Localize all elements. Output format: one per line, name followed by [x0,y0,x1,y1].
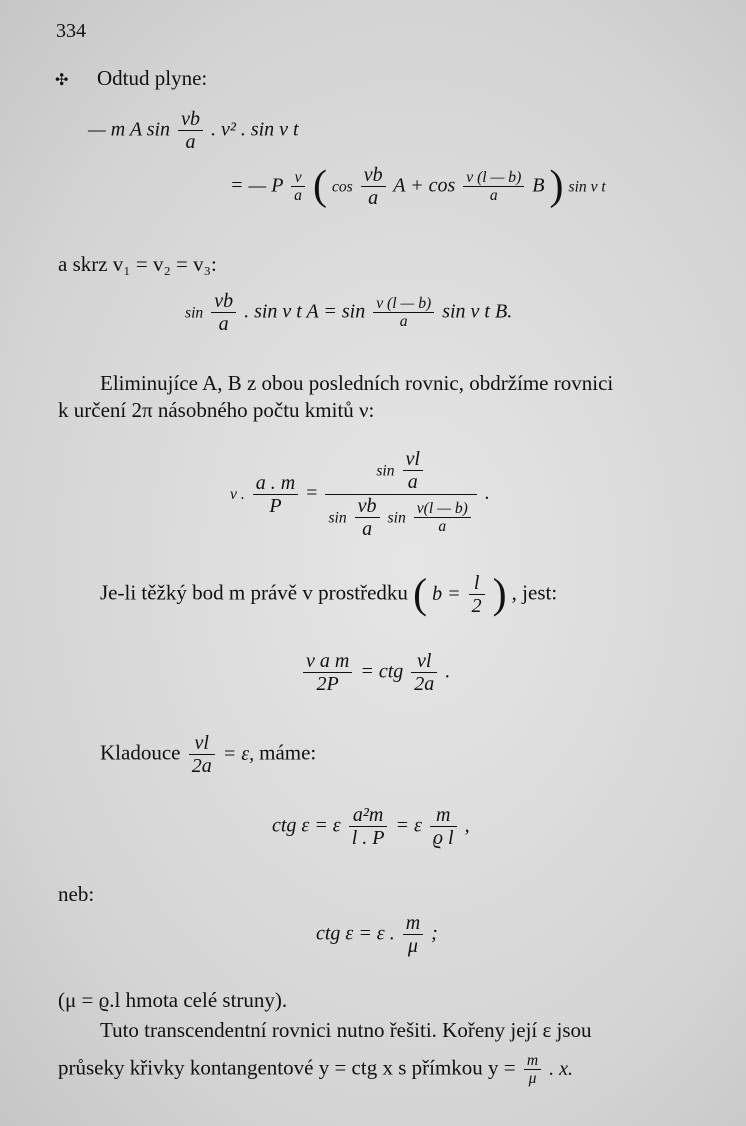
eq2-lead: = — P [230,174,284,197]
eq7-frac [403,912,423,958]
eq2-tail: sin ν t [568,178,606,196]
text-kladouce: Kladouce [100,740,181,765]
equation-7 [316,912,438,958]
last-eq [521,1052,574,1088]
half-den: 2 [471,595,482,617]
eq5-f2-den: 2a [414,673,435,695]
eq4-den-sin-1: sin [328,509,347,527]
eq5-dot: . [445,660,451,683]
eq2-open-paren: ( [312,163,327,210]
eq7-den: μ [407,935,418,957]
eq3-f2-num: ν (l — b) [373,295,434,313]
text-jeli: Je-li těžký bod m právě v prostředku [100,580,408,605]
eq2-frac-3 [463,169,524,205]
eq5-mid: = ctg [360,660,404,683]
eq6-f2-num: m [430,804,457,827]
eq1-fraction [178,108,203,154]
eq3-f1-den: a [218,313,229,335]
eq4-num-frac-den: a [407,471,418,493]
eq4-den-frac-1 [355,495,380,541]
text-mame: máme: [259,740,317,765]
eq4-den-frac-2 [414,500,471,536]
eq2-a-cos: A + cos [393,174,456,197]
eq3-sin: sin [185,304,204,322]
eq5-frac-1 [303,650,352,696]
eq4-denominator [325,495,476,541]
text-elim-2: k určení 2π násobného počtu kmitů ν: [58,398,375,422]
last-num: m [524,1052,541,1070]
equation-4 [230,448,490,541]
eq2-f3-den: a [489,187,498,205]
text-askrz: a skrz v₁ = v₂ = v₃: [58,252,217,276]
eq4-den-f1-num: νb [355,495,380,518]
eq4-den-sin-2: sin [387,509,406,527]
eq6-frac-1 [349,804,388,850]
eq4-den-f1-den: a [362,518,373,540]
eq4-dot: . [484,482,490,505]
eq1-lhs: — m A sin [88,118,171,141]
kl-num: νl [189,732,215,755]
eq2-cos-1: cos [331,178,353,196]
eq2-b: B [532,174,545,197]
kladouce-eq [186,732,259,777]
text-tuto-2-line [58,1052,573,1088]
eq4-num-sin: sin [376,462,395,480]
eq2-frac-1 [291,169,305,205]
kl-eq: = ε, [222,742,255,765]
last-tail: . x. [549,1057,574,1080]
text-odtud: Odtud plyne: [97,66,208,90]
eq4-numerator [325,448,476,495]
eq3-f1-num: νb [211,290,236,313]
eq4-den-f2-den: a [438,518,447,536]
eq2-f1-den: a [294,187,302,205]
page-number: 334 [56,20,86,42]
eq5-f1-den: 2P [316,673,339,695]
eq6-f1-num: a²m [349,804,388,827]
eq1-frac-num: νb [178,108,203,131]
half-close-paren: ) [492,571,507,618]
kl-frac [189,732,215,778]
half-frac [469,572,485,618]
eq4-den-f2-num: ν(l — b) [414,500,471,518]
text-kladouce-line [100,732,316,778]
text-tuto-1: Tuto transcendentní rovnici nutno řešiti. Kořeny její ε jsou [100,1018,592,1042]
kl-den: 2a [191,755,212,777]
equation-5 [300,650,450,696]
half-condition [413,571,512,618]
eq4-big-fraction [325,448,476,541]
eq3-frac-1 [211,290,236,336]
eq3-mid: . sin ν t A = sin [244,300,366,323]
text-neb: neb: [58,882,95,906]
eq2-close-paren: ) [549,163,564,210]
eq6-tail: , [464,814,470,837]
half-open-paren: ( [413,571,428,618]
equation-1 [88,108,299,154]
eq7-tail: ; [431,922,438,945]
eq2-f2-den: a [368,187,379,209]
last-frac [524,1052,541,1088]
eq2-f3-num: ν (l — b) [463,169,524,187]
text-jeli-line [100,572,557,618]
eq4-frac-am [253,472,298,518]
equation-6 [272,804,470,850]
eq4-nu: ν . [230,486,245,504]
section-marker-icon: ✣ [55,72,69,89]
equation-3 [185,290,512,336]
text-jest: , jest: [511,580,558,605]
eq4-equals: = [306,482,318,505]
eq2-f2-num: νb [361,164,386,187]
eq4-f1-num: a . m [253,472,298,495]
eq5-f2-num: νl [411,650,437,673]
eq1-frac-den: a [185,131,196,153]
half-b: b = [432,582,461,605]
eq6-mid: = ε [395,814,422,837]
eq6-f1-den: l . P [351,827,385,849]
equation-2 [230,164,606,210]
eq5-f1-num: ν a m [303,650,352,673]
eq6-lead: ctg ε = ε [272,814,341,837]
last-den: μ [528,1070,537,1088]
eq2-f1-num: ν [291,169,305,187]
text-tuto-2: průseky křivky kontangentové y = ctg x s přímkou y = [58,1055,516,1080]
eq3-tail: sin ν t B. [442,300,513,323]
eq2-frac-2 [361,164,386,210]
eq7-num: m [403,912,423,935]
eq4-num-frac-num: νl [403,448,423,471]
eq6-f2-den: ϱ l [432,827,454,849]
eq1-mid: . ν² . sin ν t [210,118,299,141]
eq4-f1-den: P [269,494,282,517]
text-elim-1: Eliminujíce A, B z obou posledních rovnic, obdržíme rovnici [100,371,614,395]
eq4-num-frac [403,448,423,494]
eq6-frac-2 [430,804,457,850]
eq3-frac-2 [373,295,434,331]
text-mu-def: (μ = ϱ.l hmota celé struny). [58,988,288,1012]
half-num: l [469,572,485,595]
eq7-lead: ctg ε = ε . [316,922,395,945]
eq5-frac-2 [411,650,437,696]
eq3-f2-den: a [399,313,408,331]
